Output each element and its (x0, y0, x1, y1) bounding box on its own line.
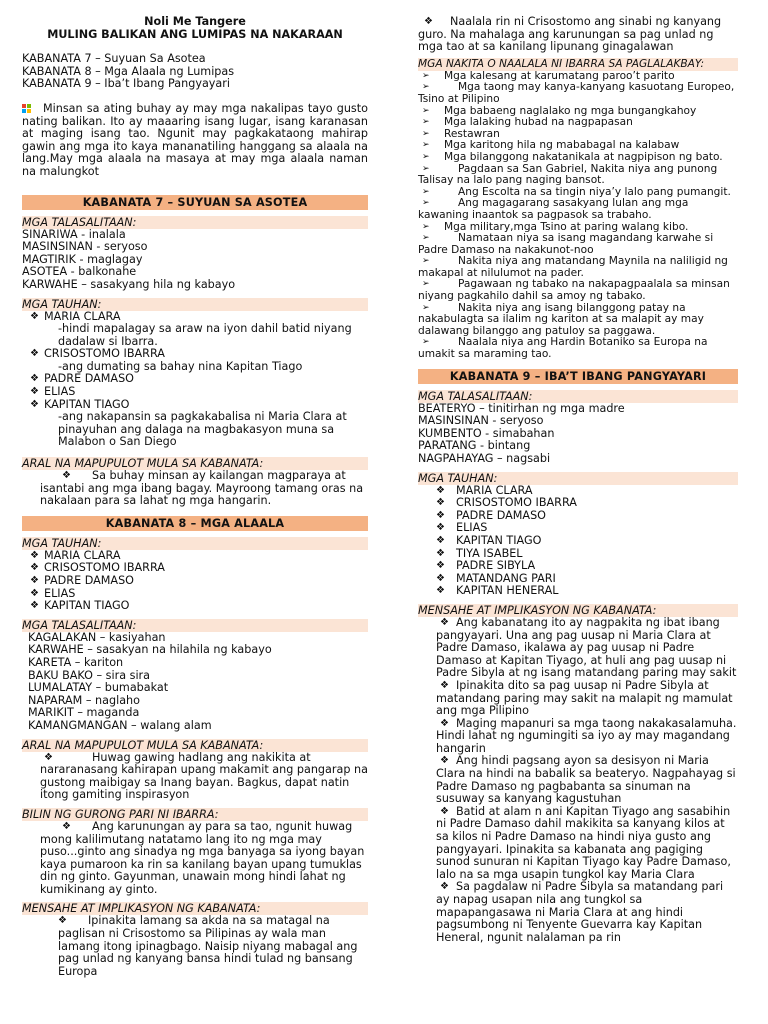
arrow-bullet-icon: ➢ (422, 70, 430, 81)
arrow-bullet-icon: ➢ (422, 198, 430, 209)
k9-talasalitaan-heading: MGA TALASALITAAN: (418, 390, 738, 403)
arrow-bullet-icon: ➢ (422, 163, 430, 174)
k9-talasalitaan-list (418, 403, 738, 466)
vocab-item: PARATANG - bintang (418, 439, 531, 453)
character-item: ❖ ELIAS (436, 521, 488, 535)
k9-mensahe-item: ❖ Ipinakita dito sa pag uusap ni Padre Sibyla at matandang paring may sakit na malapit ng mamulat ang mga Pilipino (436, 678, 733, 718)
k7-aral-text: ❖ Sa buhay minsan ay kailangan magparaya at isantabi ang mga ibang bagay. Mayroong tamang oras na nakalaan para sa lahat ng mga hangarin. (40, 469, 364, 508)
arrow-bullet-icon: ➢ (422, 256, 430, 267)
right-column (418, 16, 738, 944)
vocab-item: ASOTEA - balkonahe (22, 265, 137, 279)
k8-bilin-text: ❖ Ang karunungan ay para sa tao, ngunit huwag mong kalilimutang natatamo lang ito ng mga may puso...ginto ang sinadya ng mga banyaga sa iyong bayan kaya pumaroon ka rin sa kanilang bayan upang tumuklas din ng ginto. Gayunman, unawain mong hindi lahat ng kumikinang ay ginto. (40, 819, 365, 896)
character-item: ❖ MARIA CLARA (436, 483, 533, 497)
k7-talasalitaan-list (22, 229, 368, 292)
diamond-bullet-icon: ❖ (440, 717, 449, 729)
k9-tauhan-list (418, 485, 738, 598)
diamond-bullet-icon: ❖ (30, 310, 39, 322)
vocab-item: KAMANGMANGAN – walang alam (28, 718, 212, 732)
k9-mensahe-item: ❖ Ang hindi pagsang ayon sa desisyon ni Maria Clara na hindi na babalik sa beateryo. Nagpahayag si Padre Damaso ng pagbabanta sa sinuman na susuway sa kanyang kagustuhan (436, 754, 736, 806)
vocab-item: KUMBENTO - simabahan (418, 426, 555, 440)
k7-tauhan-heading: MGA TAUHAN: (22, 298, 368, 311)
k8-mensahe-heading: MENSAHE AT IMPLIKASYON NG KABANATA: (22, 902, 368, 915)
diamond-bullet-icon: ❖ (44, 751, 53, 763)
character-item: ❖ CRISOSTOMO IBARRA (436, 496, 577, 510)
character-note: -ang dumating sa bahay nina Kapitan Tiago (58, 359, 303, 373)
list-item: ➢ Pagawaan ng tabako na nakapagpaalala sa minsan niyang pagkahilo dahil sa amoy ng tabako. (418, 278, 730, 303)
arrow-bullet-icon: ➢ (422, 302, 430, 313)
diamond-bullet-icon: ❖ (436, 522, 445, 534)
list-item: ➢ Mga kalesang at karumatang paroo’t parito (422, 69, 675, 82)
character-item: ❖ MARIA CLARA (30, 309, 121, 323)
diamond-bullet-icon: ❖ (436, 534, 445, 546)
arrow-bullet-icon: ➢ (422, 117, 430, 128)
diamond-bullet-icon: ❖ (30, 549, 39, 561)
diamond-bullet-icon: ❖ (440, 679, 449, 691)
arrow-bullet-icon: ➢ (422, 140, 430, 151)
vocab-item: MASINSINAN - seryoso (22, 240, 148, 254)
list-item: ➢ Nakita niya ang matandang Maynila na naliligid ng makapal at nilulumot na pader. (418, 255, 728, 279)
list-item: ➢ Mga babaeng naglalako ng mga bungangkahoy (422, 104, 697, 117)
arrow-bullet-icon: ➢ (422, 186, 430, 197)
list-item: ➢ Mga taong may kanya-kanyang kasuotang Europeo, Tsino at Pilipino (418, 81, 735, 105)
list-item: ➢ Mga lalaking hubad na nagpapasan (422, 116, 633, 129)
doc-title: Noli Me Tangere (144, 15, 246, 28)
character-item: ❖ MATANDANG PARI (436, 571, 556, 585)
vocab-item: KARWAHE – sasakyan na hilahila ng kabayo (28, 643, 272, 657)
list-item: ➢ Nakita niya ang isang bilanggong patay na nakabulagta sa ilalim ng kariton at sa malapit ay may dalawang bilanggo ang patuloy sa paggawa. (418, 301, 704, 337)
vocab-item: BAKU BAKO – sira sira (28, 668, 151, 682)
character-item: ❖ TIYA ISABEL (436, 546, 523, 560)
character-note: -ang nakapansin sa pagkakabalisa ni Maria Clara at pinayuhan ang dalaga na magbakasyon muna sa Malabon o San Diego (58, 410, 347, 449)
character-item: ❖ KAPITAN HENERAL (436, 584, 559, 598)
diamond-bullet-icon: ❖ (436, 547, 445, 559)
chapter-8-banner: KABANATA 8 – MGA ALAALA (22, 516, 368, 531)
character-item: ❖ KAPITAN TIAGO (30, 599, 130, 613)
diamond-bullet-icon: ❖ (30, 373, 39, 385)
vocab-item: SINARIWA - inalala (22, 227, 126, 241)
vocab-item: NAGPAHAYAG – nagsabi (418, 452, 551, 465)
k7-aral-heading: ARAL NA MAPUPULOT MULA SA KABANATA: (22, 457, 368, 470)
k8-mensahe-item: ❖ Ipinakita lamang sa akda na sa matagal na paglisan ni Crisostomo sa Pilipinas ay wala man lamang itong ipinagbago. Naisip niyang mabagal ang pag unlad ng kanyang bansa hindi tulad ng bansang Europa (58, 914, 358, 978)
chapter-list-item: KABANATA 8 – Mga Alaala ng Lumipas (22, 64, 235, 78)
list-item: ➢ Mga military,mga Tsino at paring walang kibo. (422, 220, 689, 233)
character-item: ❖ KAPITAN TIAGO (30, 397, 130, 411)
diamond-bullet-icon: ❖ (436, 585, 445, 597)
k8-talasalitaan-heading: MGA TALASALITAAN: (22, 619, 368, 632)
diamond-bullet-icon: ❖ (440, 881, 449, 893)
diamond-bullet-icon: ❖ (62, 470, 71, 482)
diamond-bullet-icon: ❖ (436, 497, 445, 509)
vocab-item: MAGTIRIK - maglagay (22, 252, 143, 266)
diamond-bullet-icon: ❖ (440, 805, 449, 817)
arrow-bullet-icon: ➢ (422, 128, 430, 139)
k8-nakita-heading: MGA NAKITA O NAALALA NI IBARRA SA PAGLALAKBAY: (418, 58, 738, 71)
k8-bilin-heading: BILIN NG GURONG PARI NI IBARRA: (22, 808, 368, 821)
k9-mensahe-item: ❖ Ang kabanatang ito ay nagpakita ng ibat ibang pangyayari. Una ang pag uusap ni Maria Clara at Padre Damaso, ikalawa ay pag uusap ni Padre Damaso at Kapitan Tiyago, at huli ang pag uusap ni Padre Sibyla at ng isang matandang paring may sakit (436, 615, 737, 680)
four-color-flag-icon (22, 104, 31, 113)
list-item: ➢ Pagdaan sa San Gabriel, Nakita niya ang punong Talisay na lalo pang naging bansot. (418, 162, 718, 187)
k7-tauhan-list (22, 311, 368, 450)
doc-subtitle: MULING BALIKAN ANG LUMIPAS NA NAKARAAN (47, 27, 343, 41)
vocab-item: KARWAHE – sasakyang hila ng kabayo (22, 277, 236, 291)
arrow-bullet-icon: ➢ (422, 337, 430, 348)
vocab-item: LUMALATAY – bumabakat (28, 681, 169, 695)
diamond-bullet-icon: ❖ (30, 386, 39, 398)
diamond-bullet-icon: ❖ (424, 16, 433, 27)
intro-paragraph (22, 103, 368, 179)
arrow-bullet-icon: ➢ (422, 221, 430, 232)
vocab-item: KAGALAKAN – kasiyahan (28, 630, 166, 644)
character-item: ❖ CRISOSTOMO IBARRA (30, 561, 165, 575)
k8-tauhan-list (22, 550, 368, 613)
diamond-bullet-icon: ❖ (62, 820, 71, 832)
diamond-bullet-icon: ❖ (440, 755, 449, 767)
k9-mensahe-item: ❖ Maging mapanuri sa mga taong nakakasalamuha. Hindi lahat ng ngumingiti sa iyo ay may magandang hangarin (436, 716, 737, 755)
character-item: ❖ ELIAS (30, 586, 76, 600)
vocab-item: BEATERYO – tinitirhan ng mga madre (418, 401, 625, 415)
chapter-list (22, 53, 368, 91)
diamond-bullet-icon: ❖ (58, 915, 67, 927)
diamond-bullet-icon: ❖ (436, 560, 445, 572)
left-column (22, 16, 368, 978)
vocab-item: MARIKIT – maganda (28, 706, 140, 720)
diamond-bullet-icon: ❖ (30, 348, 39, 360)
arrow-bullet-icon: ➢ (422, 151, 430, 162)
diamond-bullet-icon: ❖ (436, 484, 445, 496)
k8-mensahe-item: ❖ Naalala rin ni Crisostomo ang sinabi ng kanyang guro. Na mahalaga ang karunungan sa pag unlad ng mga tao at sa kanilang lipunang ginagalawan (418, 15, 722, 54)
list-item: ➢ Mga karitong hila ng mababagal na kalabaw (422, 139, 680, 152)
character-item: ❖ PADRE DAMASO (30, 574, 134, 587)
chapter-list-item: KABANATA 9 – Iba’t Ibang Pangyayari (22, 77, 230, 91)
character-item: ❖ ELIAS (30, 385, 76, 399)
chapter-7-banner: KABANATA 7 – SUYUAN SA ASOTEA (22, 195, 368, 210)
intro-text: Minsan sa ating buhay ay may mga nakalipas tayo gusto nating balikan. Ito ay maaaring isang lugar, isang karanasan at maging isang tao. Ngunit may pagkakataong mahirap gawin ang mga ito kaya mananatiling hanggang sa alaala na lang.May mga alaala na masaya at may mga alaala naman na malungkot (22, 101, 368, 178)
vocab-item: MASINSINAN - seryoso (418, 414, 544, 428)
list-item: ➢ Namataan niya sa isang magandang karwahe si Padre Damaso na nakakunot-noo (418, 232, 714, 256)
k9-mensahe-heading: MENSAHE AT IMPLIKASYON NG KABANATA: (418, 604, 738, 617)
character-item: ❖ PADRE DAMASO (436, 508, 546, 522)
k9-mensahe-item: ❖ Batid at alam n ani Kapitan Tiyago ang sasabihin ni Padre Damaso dahil makikita sa kanyang kilos at sa kilos ni Padre Damaso na hindi niya gusto ang pangyayari. Ipinakita sa kabanata ang pagiging sunod sunuran ni Kapitan Tiyago kay Padre Damaso, lalo na sa mga usapin tungkol kay Maria Clara (436, 804, 731, 881)
diamond-bullet-icon: ❖ (440, 616, 449, 628)
chapter-9-banner: KABANATA 9 – IBA’T IBANG PANGYAYARI (418, 369, 738, 384)
character-item: ❖ PADRE SIBYLA (436, 559, 536, 573)
k8-aral-text: ❖ Huwag gawing hadlang ang nakikita at nararanasang kahirapan upang makamit ang pangarap na gustong maibigay sa Inang bayan. Bagkus, dapat natin itong gamiting inspirasyon (40, 750, 368, 802)
chapter-list-item: KABANATA 7 – Suyuan Sa Asotea (22, 52, 206, 66)
diamond-bullet-icon: ❖ (30, 600, 39, 612)
character-item: ❖ KAPITAN TIAGO (436, 533, 542, 547)
k8-tauhan-heading: MGA TAUHAN: (22, 537, 368, 550)
diamond-bullet-icon: ❖ (30, 562, 39, 574)
k8-nakita-list (418, 71, 738, 361)
list-item: ➢ Restawran (422, 127, 500, 140)
diamond-bullet-icon: ❖ (30, 587, 39, 599)
arrow-bullet-icon: ➢ (422, 105, 430, 116)
character-item: ❖ MARIA CLARA (30, 548, 121, 562)
arrow-bullet-icon: ➢ (422, 82, 430, 93)
k8-aral-heading: ARAL NA MAPUPULOT MULA SA KABANATA: (22, 739, 368, 752)
vocab-item: KARETA – kariton (28, 655, 124, 669)
arrow-bullet-icon: ➢ (422, 279, 430, 290)
character-item: ❖ CRISOSTOMO IBARRA (30, 347, 165, 361)
list-item: ➢ Mga bilanggong nakatanikala at nagpipison ng bato. (422, 150, 723, 163)
k9-mensahe-list (418, 617, 738, 944)
character-note: -hindi mapalagay sa araw na iyon dahil batid niyang dadalaw si Ibarra. (58, 322, 352, 348)
k9-mensahe-item: ❖ Sa pagdalaw ni Padre Sibyla sa matandang pari ay napag usapan nila ang tungkol sa mapapangasawa ni Maria Clara at ang hindi pagsumbong ni Tenyente Guevarra kay Kapitan Heneral, ngunit nalalaman pa rin (436, 880, 724, 944)
vocab-item: NAPARAM – naglaho (28, 693, 140, 707)
k7-talasalitaan-heading: MGA TALASALITAAN: (22, 216, 368, 229)
list-item: ➢ Ang magagarang sasakyang lulan ang mga kawaning inaantok sa pagpasok sa trabaho. (418, 197, 689, 221)
diamond-bullet-icon: ❖ (436, 509, 445, 521)
list-item: ➢ Naalala niya ang Hardin Botaniko sa Europa na umakit sa maraming tao. (418, 336, 708, 361)
diamond-bullet-icon: ❖ (30, 398, 39, 410)
k8-talasalitaan-list (22, 632, 368, 733)
diamond-bullet-icon: ❖ (30, 575, 39, 586)
character-item: ❖ PADRE DAMASO (30, 372, 134, 386)
list-item: ➢ Ang Escolta na sa tingin niya’y lalo pang pumangit. (422, 185, 731, 198)
k9-tauhan-heading: MGA TAUHAN: (418, 472, 738, 485)
diamond-bullet-icon: ❖ (436, 572, 445, 584)
arrow-bullet-icon: ➢ (422, 233, 430, 244)
